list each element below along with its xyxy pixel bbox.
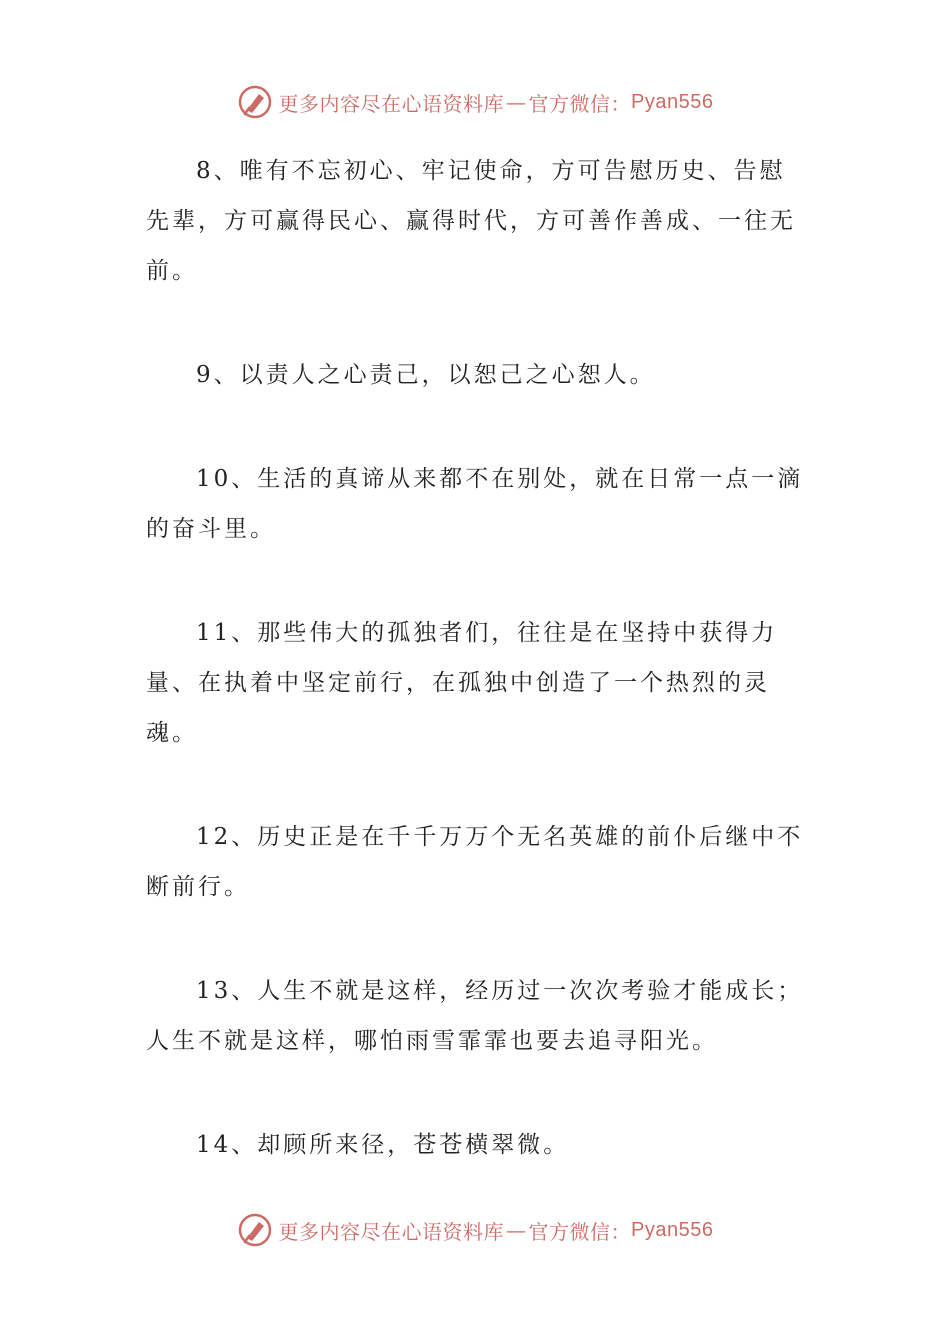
quote-item: 12、历史正是在千千万万个无名英雄的前仆后继中不断前行。 [146, 824, 804, 900]
footer-banner [0, 1208, 950, 1252]
header-separator: — [506, 90, 527, 114]
quote-item: 10、生活的真谛从来都不在别处，就在日常一点一滴的奋斗里。 [146, 466, 804, 542]
footer-separator: — [506, 1218, 527, 1242]
quote-item: 13、人生不就是这样，经历过一次次考验才能成长；人生不就是这样，哪怕雨雪霏霏也要去追寻阳光。 [146, 978, 804, 1054]
pen-nib-logo-icon [237, 1212, 273, 1248]
footer-title: 更多内容尽在心语资料库 [278, 1219, 505, 1244]
pen-nib-logo-icon [237, 84, 273, 120]
header-banner [0, 80, 950, 124]
footer-wechat-label: 官方微信： [528, 1219, 632, 1244]
header-wechat-id: Pyan556 [631, 90, 714, 113]
footer-wechat-id: Pyan556 [631, 1218, 714, 1241]
quote-item: 11、那些伟大的孤独者们，往往是在坚持中获得力量、在执着中坚定前行，在孤独中创造了一个热烈的灵魂。 [146, 620, 778, 746]
quote-list [146, 146, 806, 1224]
header-wechat-label: 官方微信： [528, 91, 632, 116]
header-title: 更多内容尽在心语资料库 [278, 91, 505, 116]
quote-item: 9、以责人之心责己，以恕己之心恕人。 [196, 362, 656, 388]
quote-item: 14、却顾所来径，苍苍横翠微。 [196, 1132, 570, 1158]
quote-item: 8、唯有不忘初心、牢记使命，方可告慰历史、告慰先辈，方可赢得民心、赢得时代，方可善作善成、一往无前。 [146, 158, 796, 284]
